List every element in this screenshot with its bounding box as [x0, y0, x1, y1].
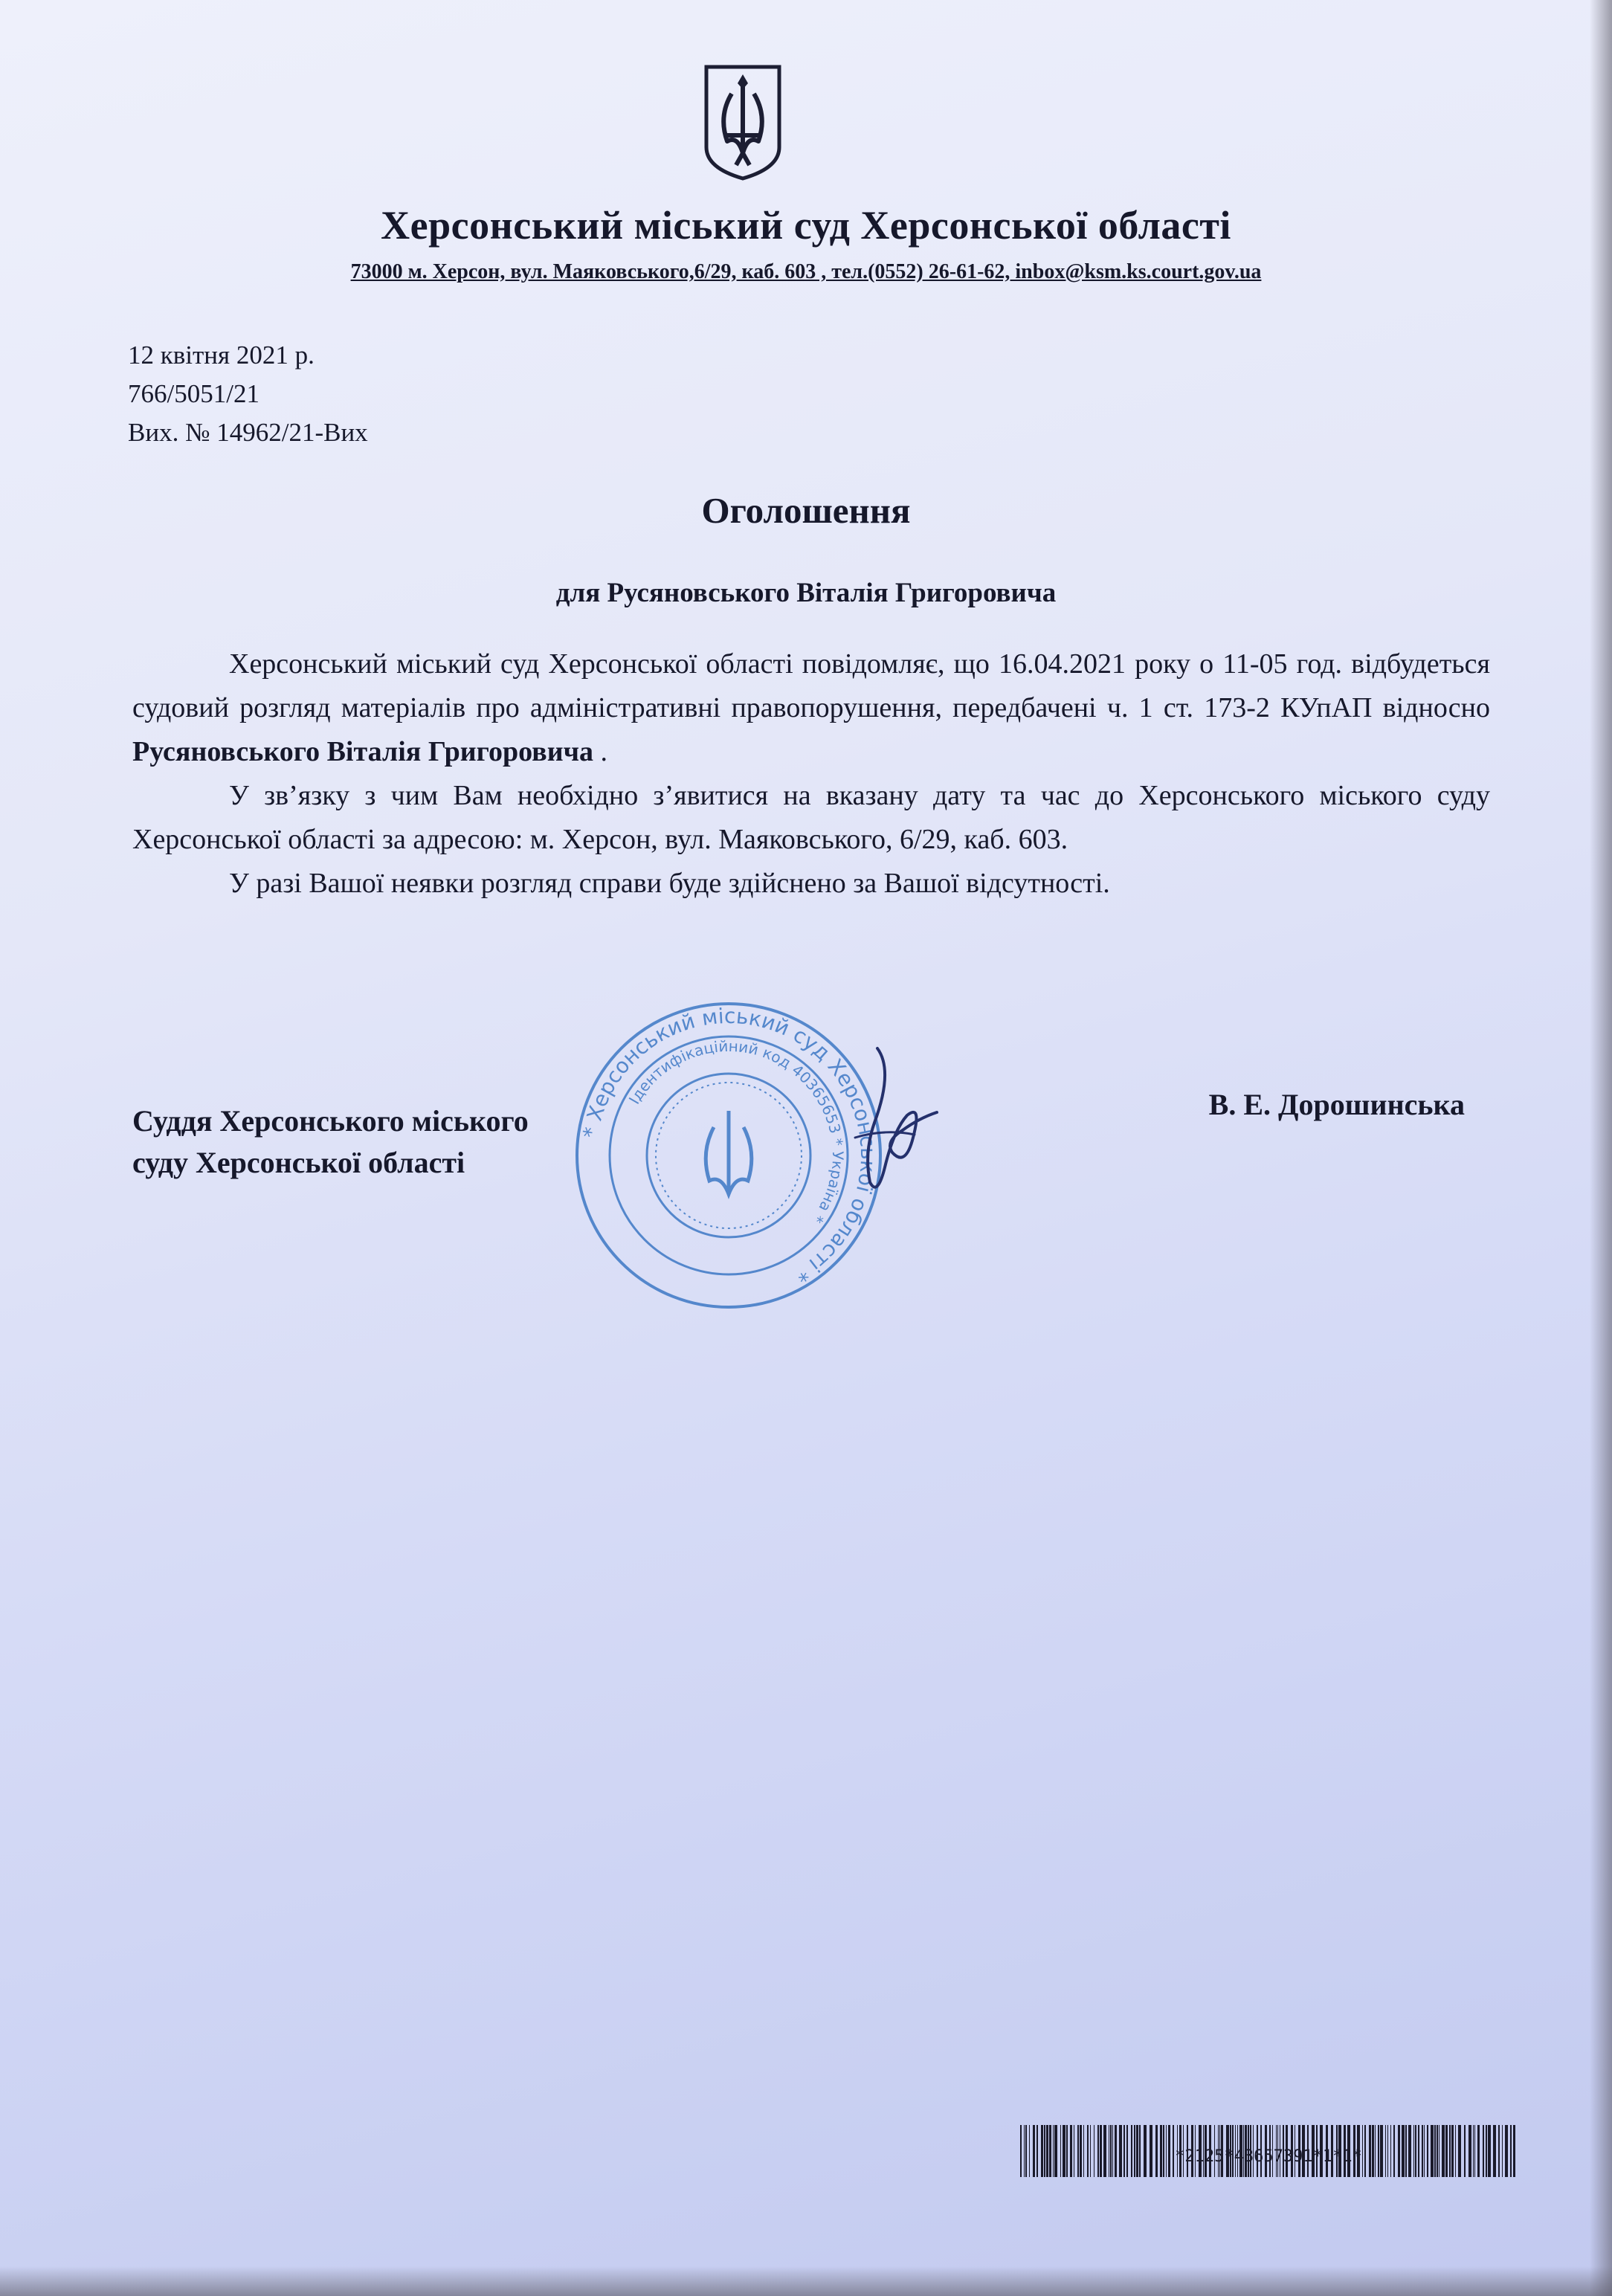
outgoing-number: Вих. № 14962/21-Вих [128, 418, 368, 447]
notice-paragraph-3: У разі Вашої неявки розгляд справи буде здійснено за Вашої відсутності. [229, 868, 1110, 899]
page-edge-shadow [1590, 0, 1612, 2296]
judge-name: В. Е. Дорошинська [1208, 1088, 1465, 1121]
paragraph-1-text: Херсонський міський суд Херсонської області повідомляє, що 16.04.2021 року о 11-05 год. відбудеться судовий розгляд матеріалів про адміністративні правопорушення, передбачені ч. 1 ст. 173-2 КУпАП відносно [132, 648, 1490, 723]
document-date: 12 квітня 2021 р. [128, 341, 315, 370]
court-name: Херсонський міський суд Херсонської області [381, 203, 1231, 248]
court-address-line: 73000 м. Херсон, вул. Маяковського,6/29, каб. 603 , тел.(0552) 26-61-62, inbox@ksm.ks.court.gov.ua [350, 260, 1262, 283]
judge-position-line-1: Суддя Херсонського міського [132, 1104, 529, 1138]
page-bottom-shadow [0, 2266, 1612, 2296]
stamp-ring-text: * Херсонський міський суд Херсонської області * [578, 1003, 881, 1288]
paragraph-1-name: Русяновського Віталія Григоровича [132, 736, 594, 767]
stamp-ring-text: Ідентифікаційний код 40365653 * Україна * [625, 1036, 848, 1227]
notice-body [132, 642, 1490, 906]
paragraph-1-end: . [593, 736, 608, 767]
case-number: 766/5051/21 [128, 379, 259, 408]
notice-title: Оголошення [701, 490, 911, 531]
judge-position-line-2: суду Херсонської області [132, 1146, 465, 1179]
barcode-text: *2125*43657391*1*1* [1175, 2147, 1362, 2166]
coat-of-arms-icon [702, 64, 784, 181]
document-meta [128, 336, 368, 452]
notice-paragraph-1 [132, 642, 1490, 774]
handwritten-signature [825, 1041, 944, 1212]
notice-paragraph-2: У зв’язку з чим Вам необхідно з’явитися на вказану дату та час до Херсонського міського суду Херсонської області за адресою: м. Херсон, вул. Маяковського, 6/29, каб. 603. [132, 780, 1490, 855]
notice-recipient: для Русяновського Віталія Григоровича [555, 578, 1057, 608]
judge-position [132, 1100, 529, 1184]
